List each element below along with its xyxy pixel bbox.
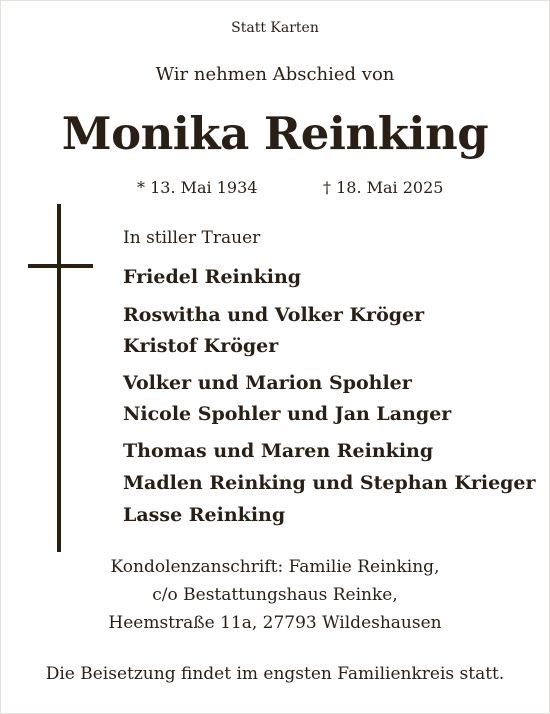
deceased-name: Monika Reinking [61,107,489,160]
mourning-line: In stiller Trauer [123,228,261,248]
mourner-8: Lasse Reinking [123,504,286,526]
condolence-line-1: Kondolenzanschrift: Familie Reinking, [110,557,440,577]
cross-vertical-bar [57,204,61,552]
condolence-line-3: Heemstraße 11a, 27793 Wildeshausen [108,613,442,633]
top-note: Statt Karten [231,20,319,36]
intro-line: Wir nehmen Abschied von [155,64,395,85]
burial-note: Die Beisetzung findet im engsten Familienkreis statt. [45,664,505,684]
mourner-1: Friedel Reinking [123,266,302,288]
mourner-3: Kristof Kröger [123,335,279,357]
condolence-line-2: c/o Bestattungshaus Reinke, [152,585,398,605]
death-date: † 18. Mai 2025 [323,178,444,197]
cross-horizontal-bar [28,264,93,268]
birth-date: * 13. Mai 1934 [137,178,258,197]
mourner-2: Roswitha und Volker Kröger [123,304,425,326]
mourner-4: Volker und Marion Spohler [123,372,412,394]
mourner-5: Nicole Spohler und Jan Langer [123,403,452,425]
mourner-7: Madlen Reinking und Stephan Krieger [123,472,536,494]
mourner-6: Thomas und Maren Reinking [123,440,434,462]
